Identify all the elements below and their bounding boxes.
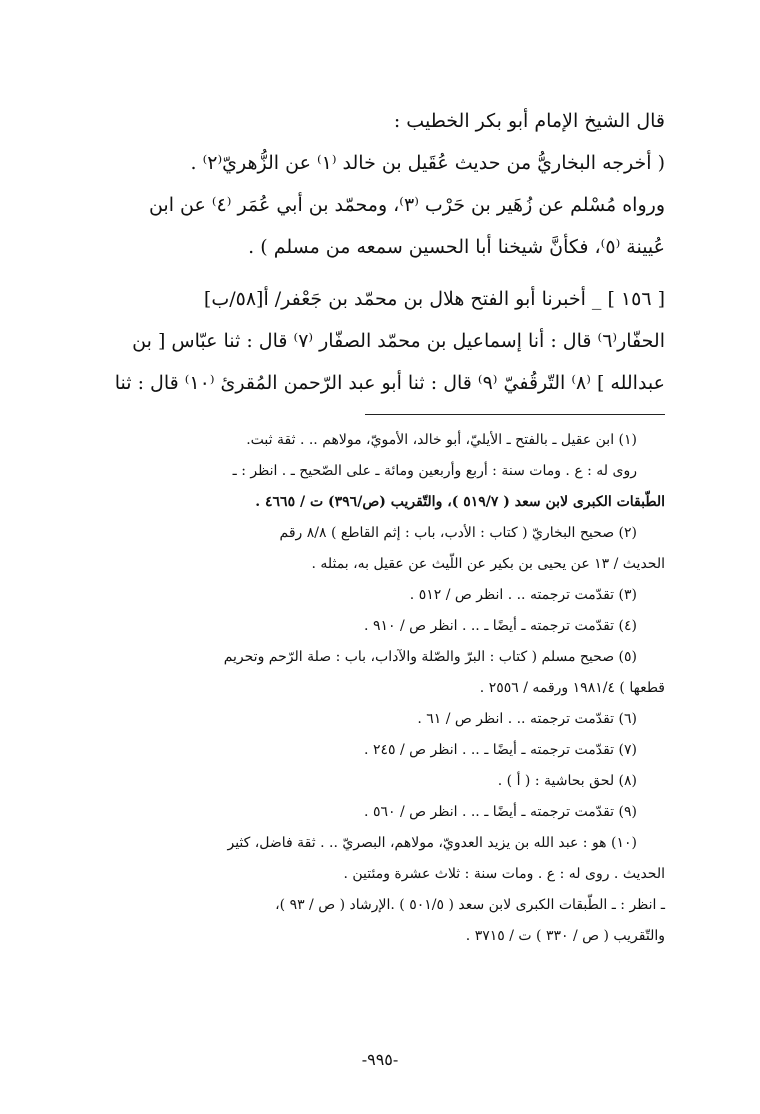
footnote-line: الطّبقات الكبرى لابن سعد ( ٥١٩/٧ )، والتّقريب (ص/٣٩٦) ت / ٤٦٦٥ . — [255, 494, 665, 510]
footnote-line: (٧) تقدّمت ترجمته ـ أيضًا ـ .. . انظر ص / ٢٤٥ . — [364, 742, 637, 758]
footnote-divider — [365, 414, 665, 415]
footnote-line: الحديث / ١٣ عن يحيى بن بكير عن اللّيث عن عقيل به، بمثله . — [311, 556, 665, 572]
main-line: عبدالله ] ⁽٨⁾ التّرقُفيّ ⁽٩⁾ قال : ثنا أبو عبد الرّحمن المُقرئ ⁽١٠⁾ قال : ثنا — [114, 372, 665, 394]
main-line: الحفّار⁽٦⁾ قال : أنا إسماعيل بن محمّد الصفّار ⁽٧⁾ قال : ثنا عبّاس [ بن — [132, 330, 665, 352]
footnote-line: (٢) صحيح البخاريّ ( كتاب : الأدب، باب : إثم القاطع ) ٨/٨ رقم — [279, 525, 637, 541]
main-text — [95, 100, 665, 404]
footnote-line: روى له : ع . ومات سنة : أربع وأربعين ومائة ـ على الصّحيح ـ . انظر : ـ — [232, 463, 637, 479]
main-line: ورواه مُسْلم عن زُهَير بن حَرْب ⁽٣⁾، ومحمّد بن أبي عُمَر ⁽٤⁾ عن ابن — [148, 194, 665, 216]
footnote-line: (٩) تقدّمت ترجمته ـ أيضًا ـ .. . انظر ص / ٥٦٠ . — [364, 804, 637, 820]
main-line: ( أخرجه البخاريُّ من حديث عُقَيل بن خالد ⁽١⁾ عن الزُّهريّ⁽٢⁾ . — [190, 152, 665, 174]
footnote-line: (٨) لحق بحاشية : ( أ ) . — [497, 773, 637, 789]
footnote-line: (٦) تقدّمت ترجمته .. . انظر ص / ٦١ . — [417, 711, 637, 727]
page-body — [95, 100, 665, 952]
footnote-line: (١) ابن عقيل ـ بالفتح ـ الأيليّ، أبو خالد، الأمويّ، مولاهم .. . ثقة ثبت. — [246, 432, 637, 448]
footnote-line: (٣) تقدّمت ترجمته .. . انظر ص / ٥١٢ . — [409, 587, 637, 603]
page-number: -٩٩٥- — [361, 1050, 399, 1069]
footnote-line: الحديث . روى له : ع . ومات سنة : ثلاث عشرة ومئتين . — [343, 866, 665, 882]
footnote-line: والتّقريب ( ص / ٣٣٠ ) ت / ٣٧١٥ . — [465, 928, 665, 944]
footnote-line: (٥) صحيح مسلم ( كتاب : البرّ والصّلة والآداب، باب : صلة الرّحم وتحريم — [223, 649, 637, 665]
footnotes — [95, 425, 665, 952]
footnote-line: ـ انظر : ـ الطّبقات الكبرى لابن سعد ( ٥٠١/٥ ) .الإرشاد ( ص / ٩٣ )، — [275, 897, 665, 913]
footnote-line: (١٠) هو : عبد الله بن يزيد العدويّ، مولاهم، البصريّ .. . ثقة فاضل، كثير — [227, 835, 637, 851]
main-line: [ ١٥٦ ] _ أخبرنا أبو الفتح هلال بن محمّد بن جَعْفر/ أ[٥٨/ب] — [203, 288, 665, 310]
footnote-line: قطعها ) ١٩٨١/٤ ورقمه / ٢٥٥٦ . — [479, 680, 665, 696]
footnote-line: (٤) تقدّمت ترجمته ـ أيضًا ـ .. . انظر ص / ٩١٠ . — [364, 618, 637, 634]
main-line: قال الشيخ الإمام أبو بكر الخطيب : — [393, 110, 665, 132]
main-line: عُيينة ⁽٥⁾، فكأنَّ شيخنا أبا الحسين سمعه من مسلم ) . — [248, 236, 665, 258]
